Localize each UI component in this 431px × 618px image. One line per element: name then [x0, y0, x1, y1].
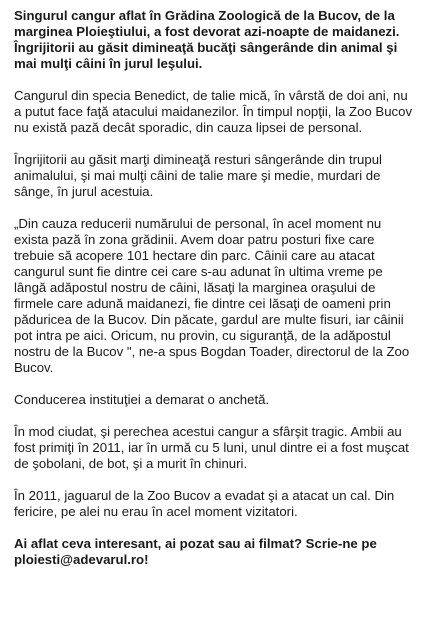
article-quote-paragraph: „Din cauza reducerii numărului de personal, în acel moment nu exista pază în zona grădinii. Avem doar patru posturi fixe care trebuie să acopere 101 hectare din parc. Câinii care au atacat cangurul sunt fie dintre cei care s-au adunat în ultima vreme pe lângă adăpostul nostru de câini, lăsaţi la marginea oraşului de firmele care adună maidanezi, fie dintre cei lăsaţi de oameni prin păduricea de la Bucov. Din păcate, gardul are multe fisuri, iar câinii pot intra pe aici. Oricum, nu provin, cu siguranţă, de la adăpostul nostru de la Bucov ", ne-a spus Bogdan Toader, directorul de la Zoo Bucov. [14, 216, 410, 375]
article-paragraph: Conducerea instituţiei a demarat o anchetă. [14, 392, 270, 407]
article-paragraph: În mod ciudat, şi perechea acestui cangur a sfârşit tragic. Ambii au fost primiţi în 2011, iar în urmă cu 5 luni, unul dintre ei a fost muşcat de şobolani, de bot, şi a murit în chinuri. [14, 424, 409, 471]
article-paragraph: Îngrijitorii au găsit marţi dimineaţă resturi sângerânde din trupul animalului, şi mai mulţi câini de talie mare şi medie, murdari de sânge, în jurul acestuia. [14, 152, 382, 199]
article-call-to-action: Ai aflat ceva interesant, ai pozat sau ai filmat? Scrie-ne pe ploiesti@adevarul.ro! [14, 536, 377, 567]
article-paragraph: În 2011, jaguarul de la Zoo Bucov a evadat şi a atacat un cal. Din fericire, pe alei nu erau în acel moment vizitatori. [14, 488, 395, 519]
article-lead: Singurul cangur aflat în Grădina Zoologică de la Bucov, de la marginea Ploieştiului, a fost devorat azi-noapte de maidanezi. Îngrijitorii au găsit dimineaţă bucăţi sângerânde din animal şi mai mulţi câini în jurul leşului. [14, 8, 400, 71]
article-paragraph: Cangurul din specia Benedict, de talie mică, în vârstă de doi ani, nu a putut face faţă atacului maidanezilor. În timpul nopţii, la Zoo Bucov nu există pază decât sporadic, din cauza lipsei de personal. [14, 88, 413, 135]
